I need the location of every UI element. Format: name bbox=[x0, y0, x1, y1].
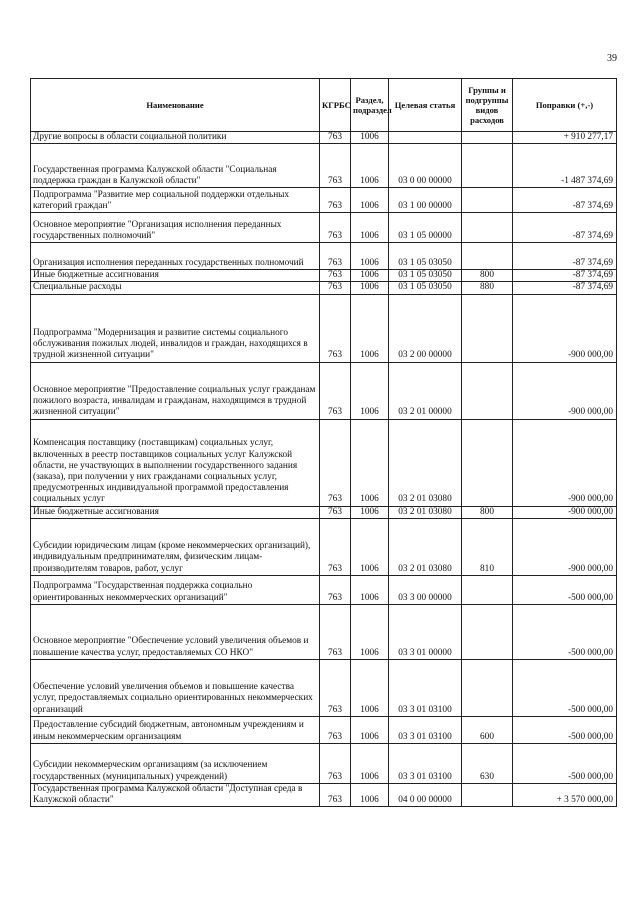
cell-group bbox=[462, 659, 513, 716]
cell-group bbox=[462, 213, 513, 243]
cell-section: 1006 bbox=[351, 270, 389, 282]
cell-section: 1006 bbox=[351, 362, 389, 419]
table-row bbox=[31, 716, 617, 743]
cell-target: 03 1 05 03050 bbox=[389, 243, 462, 270]
cell-section: 1006 bbox=[351, 575, 389, 604]
table-row bbox=[31, 243, 617, 270]
cell-section: 1006 bbox=[351, 243, 389, 270]
cell-target: 03 2 01 03080 bbox=[389, 518, 462, 575]
cell-group: 800 bbox=[462, 506, 513, 518]
cell-amount: -900 000,00 bbox=[513, 518, 617, 575]
cell-target: 03 3 01 03100 bbox=[389, 716, 462, 743]
cell-name: Иные бюджетные ассигнования bbox=[31, 270, 320, 282]
cell-name: Государственная программа Калужской области "Доступная среда в Калужской области" bbox=[31, 783, 320, 806]
cell-amount: -87 374,69 bbox=[513, 243, 617, 270]
cell-kgrbs: 763 bbox=[320, 659, 351, 716]
cell-section: 1006 bbox=[351, 604, 389, 659]
cell-amount: -87 374,69 bbox=[513, 213, 617, 243]
cell-section: 1006 bbox=[351, 659, 389, 716]
cell-section: 1006 bbox=[351, 144, 389, 188]
cell-kgrbs: 763 bbox=[320, 518, 351, 575]
cell-group bbox=[462, 604, 513, 659]
table-row bbox=[31, 362, 617, 419]
cell-kgrbs: 763 bbox=[320, 282, 351, 294]
cell-group: 630 bbox=[462, 743, 513, 783]
cell-target: 03 2 00 00000 bbox=[389, 294, 462, 362]
cell-group bbox=[462, 144, 513, 188]
table-row bbox=[31, 604, 617, 659]
cell-name: Подпрограмма "Государственная поддержка социально ориентированных некоммерческих организаций" bbox=[31, 575, 320, 604]
cell-group bbox=[462, 294, 513, 362]
table-row bbox=[31, 132, 617, 144]
cell-section: 1006 bbox=[351, 506, 389, 518]
cell-group bbox=[462, 243, 513, 270]
cell-target: 03 1 00 00000 bbox=[389, 188, 462, 213]
budget-table bbox=[30, 78, 617, 807]
cell-name: Компенсация поставщику (поставщикам) социальных услуг, включенных в реестр поставщиков социальных услуг Калужской области, не участвующих в выполнении государственного задания (заказа), при получении у них гражданами социальных услуг, предусмотренных индивидуальной программой предоставления социальных услуг bbox=[31, 419, 320, 506]
cell-group bbox=[462, 188, 513, 213]
cell-group bbox=[462, 419, 513, 506]
cell-amount: -900 000,00 bbox=[513, 419, 617, 506]
cell-target: 03 1 05 00000 bbox=[389, 213, 462, 243]
cell-name: Другие вопросы в области социальной политики bbox=[31, 132, 320, 144]
cell-kgrbs: 763 bbox=[320, 604, 351, 659]
cell-target: 03 2 01 00000 bbox=[389, 362, 462, 419]
cell-name: Субсидии юридическим лицам (кроме некоммерческих организаций), индивидуальным предпринимателям, физическим лицам-производителям товаров, работ, услуг bbox=[31, 518, 320, 575]
table-row bbox=[31, 144, 617, 188]
cell-amount: -87 374,69 bbox=[513, 188, 617, 213]
cell-kgrbs: 763 bbox=[320, 144, 351, 188]
cell-section: 1006 bbox=[351, 282, 389, 294]
cell-section: 1006 bbox=[351, 294, 389, 362]
cell-target: 03 3 01 00000 bbox=[389, 604, 462, 659]
cell-section: 1006 bbox=[351, 188, 389, 213]
cell-amount: -500 000,00 bbox=[513, 716, 617, 743]
cell-target: 03 2 01 03080 bbox=[389, 506, 462, 518]
cell-group: 600 bbox=[462, 716, 513, 743]
cell-amount: -500 000,00 bbox=[513, 743, 617, 783]
header-kgrbs: КГРБС bbox=[320, 79, 351, 132]
table-row bbox=[31, 659, 617, 716]
cell-kgrbs: 763 bbox=[320, 783, 351, 806]
cell-kgrbs: 763 bbox=[320, 506, 351, 518]
cell-target: 03 2 01 03080 bbox=[389, 419, 462, 506]
cell-amount: + 3 570 000,00 bbox=[513, 783, 617, 806]
cell-target: 03 3 01 03100 bbox=[389, 659, 462, 716]
cell-amount: -500 000,00 bbox=[513, 604, 617, 659]
cell-name: Иные бюджетные ассигнования bbox=[31, 506, 320, 518]
cell-kgrbs: 763 bbox=[320, 362, 351, 419]
cell-name: Субсидии некоммерческим организациям (за исключением государственных (муниципальных) учреждений) bbox=[31, 743, 320, 783]
cell-kgrbs: 763 bbox=[320, 419, 351, 506]
cell-kgrbs: 763 bbox=[320, 270, 351, 282]
cell-target: 04 0 00 00000 bbox=[389, 783, 462, 806]
table-row bbox=[31, 518, 617, 575]
page-number: 39 bbox=[607, 53, 617, 64]
cell-kgrbs: 763 bbox=[320, 213, 351, 243]
cell-group bbox=[462, 783, 513, 806]
cell-section: 1006 bbox=[351, 743, 389, 783]
table-row bbox=[31, 188, 617, 213]
cell-name: Основное мероприятие "Организация исполнения переданных государственных полномочий" bbox=[31, 213, 320, 243]
cell-target bbox=[389, 132, 462, 144]
cell-kgrbs: 763 bbox=[320, 132, 351, 144]
cell-name: Подпрограмма "Модернизация и развитие системы социального обслуживания пожилых людей, инвалидов и граждан, находящихся в трудной жизненной ситуации" bbox=[31, 294, 320, 362]
cell-target: 03 1 05 03050 bbox=[389, 270, 462, 282]
cell-target: 03 3 00 00000 bbox=[389, 575, 462, 604]
cell-target: 03 1 05 03050 bbox=[389, 282, 462, 294]
table-row bbox=[31, 783, 617, 806]
cell-target: 03 3 01 03100 bbox=[389, 743, 462, 783]
cell-amount: -1 487 374,69 bbox=[513, 144, 617, 188]
table-row bbox=[31, 506, 617, 518]
table-row bbox=[31, 270, 617, 282]
cell-name: Обеспечение условий увеличения объемов и повышение качества услуг, предоставляемых социально ориентированных некоммерческих организаций bbox=[31, 659, 320, 716]
table-row bbox=[31, 282, 617, 294]
header-target: Целевая статья bbox=[389, 79, 462, 132]
cell-name: Основное мероприятие "Предоставление социальных услуг гражданам пожилого возраста, инвалидам и гражданам, находящимся в трудной жизненной ситуации" bbox=[31, 362, 320, 419]
cell-amount: -87 374,69 bbox=[513, 270, 617, 282]
cell-section: 1006 bbox=[351, 783, 389, 806]
cell-kgrbs: 763 bbox=[320, 243, 351, 270]
cell-amount: -900 000,00 bbox=[513, 294, 617, 362]
header-row bbox=[31, 79, 617, 132]
cell-amount: + 910 277,17 bbox=[513, 132, 617, 144]
table-row bbox=[31, 213, 617, 243]
table-row bbox=[31, 743, 617, 783]
cell-name: Предоставление субсидий бюджетным, автономным учреждениям и иным некоммерческим организациям bbox=[31, 716, 320, 743]
cell-kgrbs: 763 bbox=[320, 716, 351, 743]
cell-group bbox=[462, 362, 513, 419]
cell-amount: -900 000,00 bbox=[513, 362, 617, 419]
cell-section: 1006 bbox=[351, 518, 389, 575]
cell-amount: -900 000,00 bbox=[513, 506, 617, 518]
cell-name: Государственная программа Калужской области "Социальная поддержка граждан в Калужской области" bbox=[31, 144, 320, 188]
cell-kgrbs: 763 bbox=[320, 575, 351, 604]
cell-group: 800 bbox=[462, 270, 513, 282]
cell-group bbox=[462, 132, 513, 144]
cell-target: 03 0 00 00000 bbox=[389, 144, 462, 188]
cell-group: 880 bbox=[462, 282, 513, 294]
header-name: Наименование bbox=[31, 79, 320, 132]
cell-section: 1006 bbox=[351, 213, 389, 243]
cell-group bbox=[462, 575, 513, 604]
header-groups: Группы и подгруппы видов расходов bbox=[462, 79, 513, 132]
cell-amount: -500 000,00 bbox=[513, 575, 617, 604]
cell-name: Организация исполнения переданных государственных полномочий bbox=[31, 243, 320, 270]
cell-name: Подпрограмма "Развитие мер социальной поддержки отдельных категорий граждан" bbox=[31, 188, 320, 213]
cell-amount: -87 374,69 bbox=[513, 282, 617, 294]
table-row bbox=[31, 294, 617, 362]
cell-section: 1006 bbox=[351, 132, 389, 144]
cell-kgrbs: 763 bbox=[320, 743, 351, 783]
cell-name: Специальные расходы bbox=[31, 282, 320, 294]
cell-section: 1006 bbox=[351, 419, 389, 506]
cell-section: 1006 bbox=[351, 716, 389, 743]
cell-kgrbs: 763 bbox=[320, 188, 351, 213]
cell-amount: -500 000,00 bbox=[513, 659, 617, 716]
cell-kgrbs: 763 bbox=[320, 294, 351, 362]
header-amendments: Поправки (+,-) bbox=[513, 79, 617, 132]
header-section: Раздел, подраздел bbox=[351, 79, 389, 132]
table-row bbox=[31, 419, 617, 506]
cell-name: Основное мероприятие "Обеспечение условий увеличения объемов и повышение качества услуг, предоставляемых СО НКО" bbox=[31, 604, 320, 659]
table-row bbox=[31, 575, 617, 604]
cell-group: 810 bbox=[462, 518, 513, 575]
